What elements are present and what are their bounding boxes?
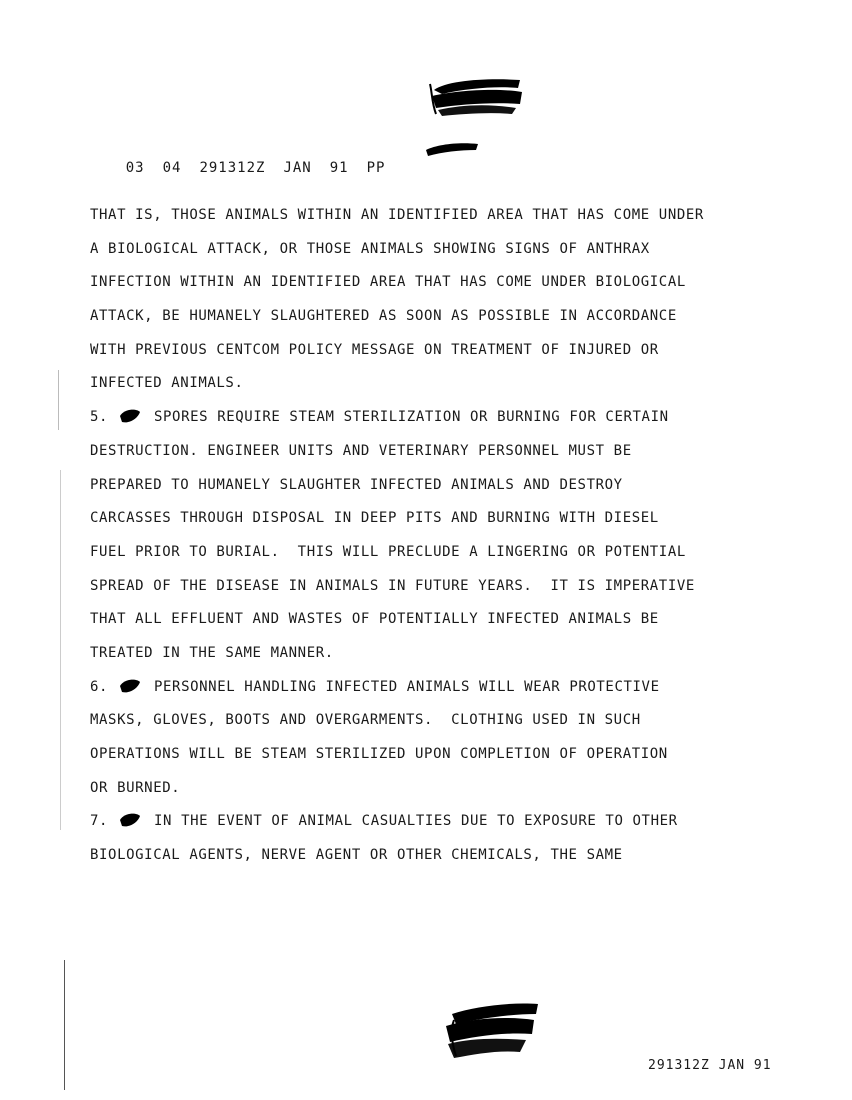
page-total: 04 (162, 160, 182, 176)
paragraph-classification-redaction (118, 408, 142, 424)
body-line: FUEL PRIOR TO BURIAL. THIS WILL PRECLUDE A LINGERING OR POTENTIAL (90, 543, 686, 560)
message-body (90, 205, 790, 879)
header-year: 91 (329, 160, 349, 176)
paragraph-number: 6. (90, 678, 109, 695)
body-line: INFECTION WITHIN AN IDENTIFIED AREA THAT HAS COME UNDER BIOLOGICAL (90, 274, 686, 291)
body-line: DESTRUCTION. ENGINEER UNITS AND VETERINARY PERSONNEL MUST BE (90, 442, 632, 459)
header-month: JAN (283, 160, 312, 176)
body-line: ATTACK, BE HUMANELY SLAUGHTERED AS SOON AS POSSIBLE IN ACCORDANCE (90, 308, 677, 325)
paragraph-classification-redaction (118, 812, 142, 828)
top-redaction-mark (428, 74, 528, 122)
body-line: THAT IS, THOSE ANIMALS WITHIN AN IDENTIFIED AREA THAT HAS COME UNDER (90, 207, 704, 223)
scan-margin-line (60, 470, 61, 830)
paragraph-classification-redaction (118, 678, 142, 694)
precedence: PP (366, 160, 386, 176)
page-number: 03 (125, 160, 145, 176)
paragraph-6-start: 6. PERSONNEL HANDLING INFECTED ANIMALS WILL WEAR PROTECTIVE (90, 678, 660, 695)
body-line: INFECTED ANIMALS. (90, 375, 244, 392)
paragraph-5-start: 5. SPORES REQUIRE STEAM STERILIZATION OR BURNING FOR CERTAIN (90, 409, 669, 426)
body-line: SPREAD OF THE DISEASE IN ANIMALS IN FUTURE YEARS. IT IS IMPERATIVE (90, 577, 695, 594)
footer-date-time-group: 291312Z JAN 91 (648, 1058, 772, 1073)
bottom-redaction-mark (442, 1000, 542, 1064)
header-redaction-mark (424, 140, 480, 160)
paragraph-number: 5. (90, 409, 109, 426)
body-line: CARCASSES THROUGH DISPOSAL IN DEEP PITS AND BURNING WITH DIESEL (90, 510, 659, 527)
scan-margin-line (58, 370, 59, 430)
body-line: TREATED IN THE SAME MANNER. (90, 644, 334, 661)
body-line: THAT ALL EFFLUENT AND WASTES OF POTENTIALLY INFECTED ANIMALS BE (90, 611, 659, 628)
paragraph-number: 7. (90, 813, 109, 830)
scan-margin-line (64, 960, 65, 1090)
body-line: A BIOLOGICAL ATTACK, OR THOSE ANIMALS SHOWING SIGNS OF ANTHRAX (90, 240, 650, 257)
body-line: BIOLOGICAL AGENTS, NERVE AGENT OR OTHER CHEMICALS, THE SAME (90, 847, 623, 864)
body-line: OR BURNED. (90, 779, 181, 796)
date-time-group: 291312Z (199, 160, 266, 176)
paragraph-7-start: 7. IN THE EVENT OF ANIMAL CASUALTIES DUE TO EXPOSURE TO OTHER (90, 813, 678, 830)
message-header (88, 144, 403, 192)
body-line: PREPARED TO HUMANELY SLAUGHTER INFECTED ANIMALS AND DESTROY (90, 476, 623, 493)
body-line: MASKS, GLOVES, BOOTS AND OVERGARMENTS. CLOTHING USED IN SUCH (90, 712, 641, 729)
body-line: OPERATIONS WILL BE STEAM STERILIZED UPON COMPLETION OF OPERATION (90, 746, 668, 762)
body-line: WITH PREVIOUS CENTCOM POLICY MESSAGE ON TREATMENT OF INJURED OR (90, 341, 659, 358)
